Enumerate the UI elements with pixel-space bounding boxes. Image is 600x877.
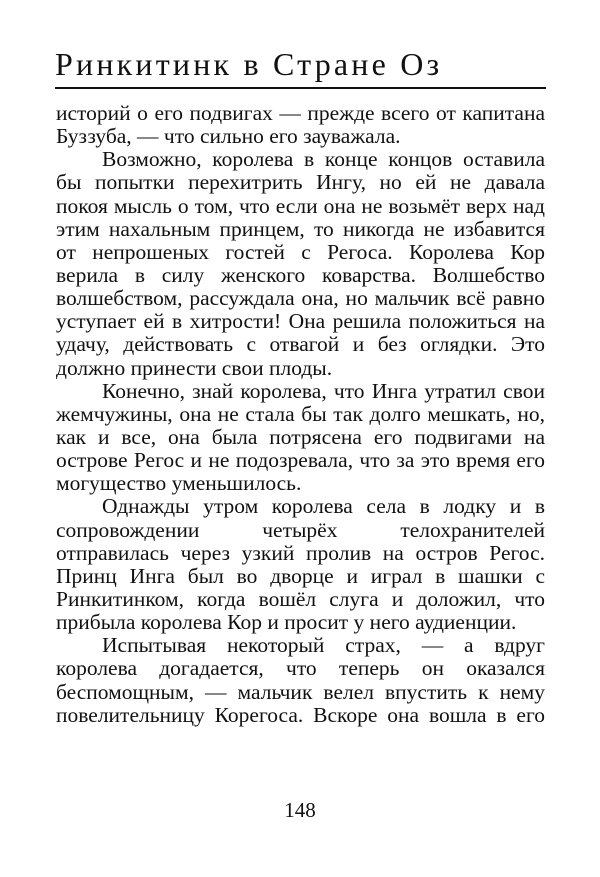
header-rule: [55, 87, 546, 89]
text-line: отправилась через узкий пролив на остров Регос.: [56, 540, 545, 565]
text-line: Возможно, королева в конце концов оставила: [102, 147, 545, 172]
text-line: Испытывая некоторый страх, — а вдруг: [102, 633, 545, 658]
text-line: Принц Инга был во дворце и играл в шашки с: [56, 563, 545, 588]
text-line: Буззуба, — что сильно его зауважала.: [56, 124, 401, 149]
paragraph: [56, 634, 545, 727]
text-line: повелительницу Корегоса. Вскоре она вошла в его: [56, 702, 545, 727]
running-header-title: Ринкитинк в Стране Оз: [55, 46, 443, 82]
text-line: сопровождении четырёх телохранителей: [56, 517, 545, 542]
text-line: историй о его подвигах — прежде всего от капитана: [56, 101, 545, 125]
paragraph: [56, 495, 545, 634]
paragraph: [56, 148, 545, 379]
paragraph: [56, 380, 545, 496]
text-line: прибыла королева Кор и просит у него аудиенции.: [56, 610, 517, 635]
text-line: острове Регос и не подозревала, что за это время его: [56, 448, 545, 473]
text-line: беспомощным, — мальчик велел впустить к нему: [56, 679, 545, 704]
text-line: должно принести свои плоды.: [56, 355, 333, 380]
text-line: удачу, действовать с отвагой и без оглядки. Это: [56, 332, 545, 357]
text-line: могущество уменьшилось.: [56, 471, 302, 496]
paragraph: [56, 102, 545, 148]
body-text: [56, 102, 545, 727]
text-line: как и все, она была потрясена его подвигами на: [56, 424, 545, 449]
text-line: покоя мысль о том, что если она не возьмёт верх над: [56, 193, 545, 218]
text-line: от непрошеных гостей с Регоса. Королева Кор: [56, 239, 545, 264]
text-line: Конечно, знай королева, что Инга утратил свои: [102, 378, 545, 403]
text-line: волшебством, рассуждала она, но мальчик всё равно: [56, 286, 545, 311]
text-line: бы попытки перехитрить Ингу, но ей не давала: [56, 170, 545, 195]
text-line: этим нахальным принцем, то никогда не избавится: [56, 216, 545, 241]
text-line: Ринкитинком, когда вошёл слуга и доложил, что: [56, 586, 545, 611]
text-line: королева догадается, что теперь он оказался: [56, 656, 545, 681]
text-line: жемчужины, она не стала бы так долго мешкать, но,: [56, 401, 545, 426]
page-number: 148: [284, 798, 316, 822]
text-line: уступает ей в хитрости! Она решила положиться на: [56, 309, 545, 334]
text-line: верила в силу женского коварства. Волшебство: [56, 262, 545, 287]
text-line: Однажды утром королева села в лодку и в: [102, 494, 545, 519]
